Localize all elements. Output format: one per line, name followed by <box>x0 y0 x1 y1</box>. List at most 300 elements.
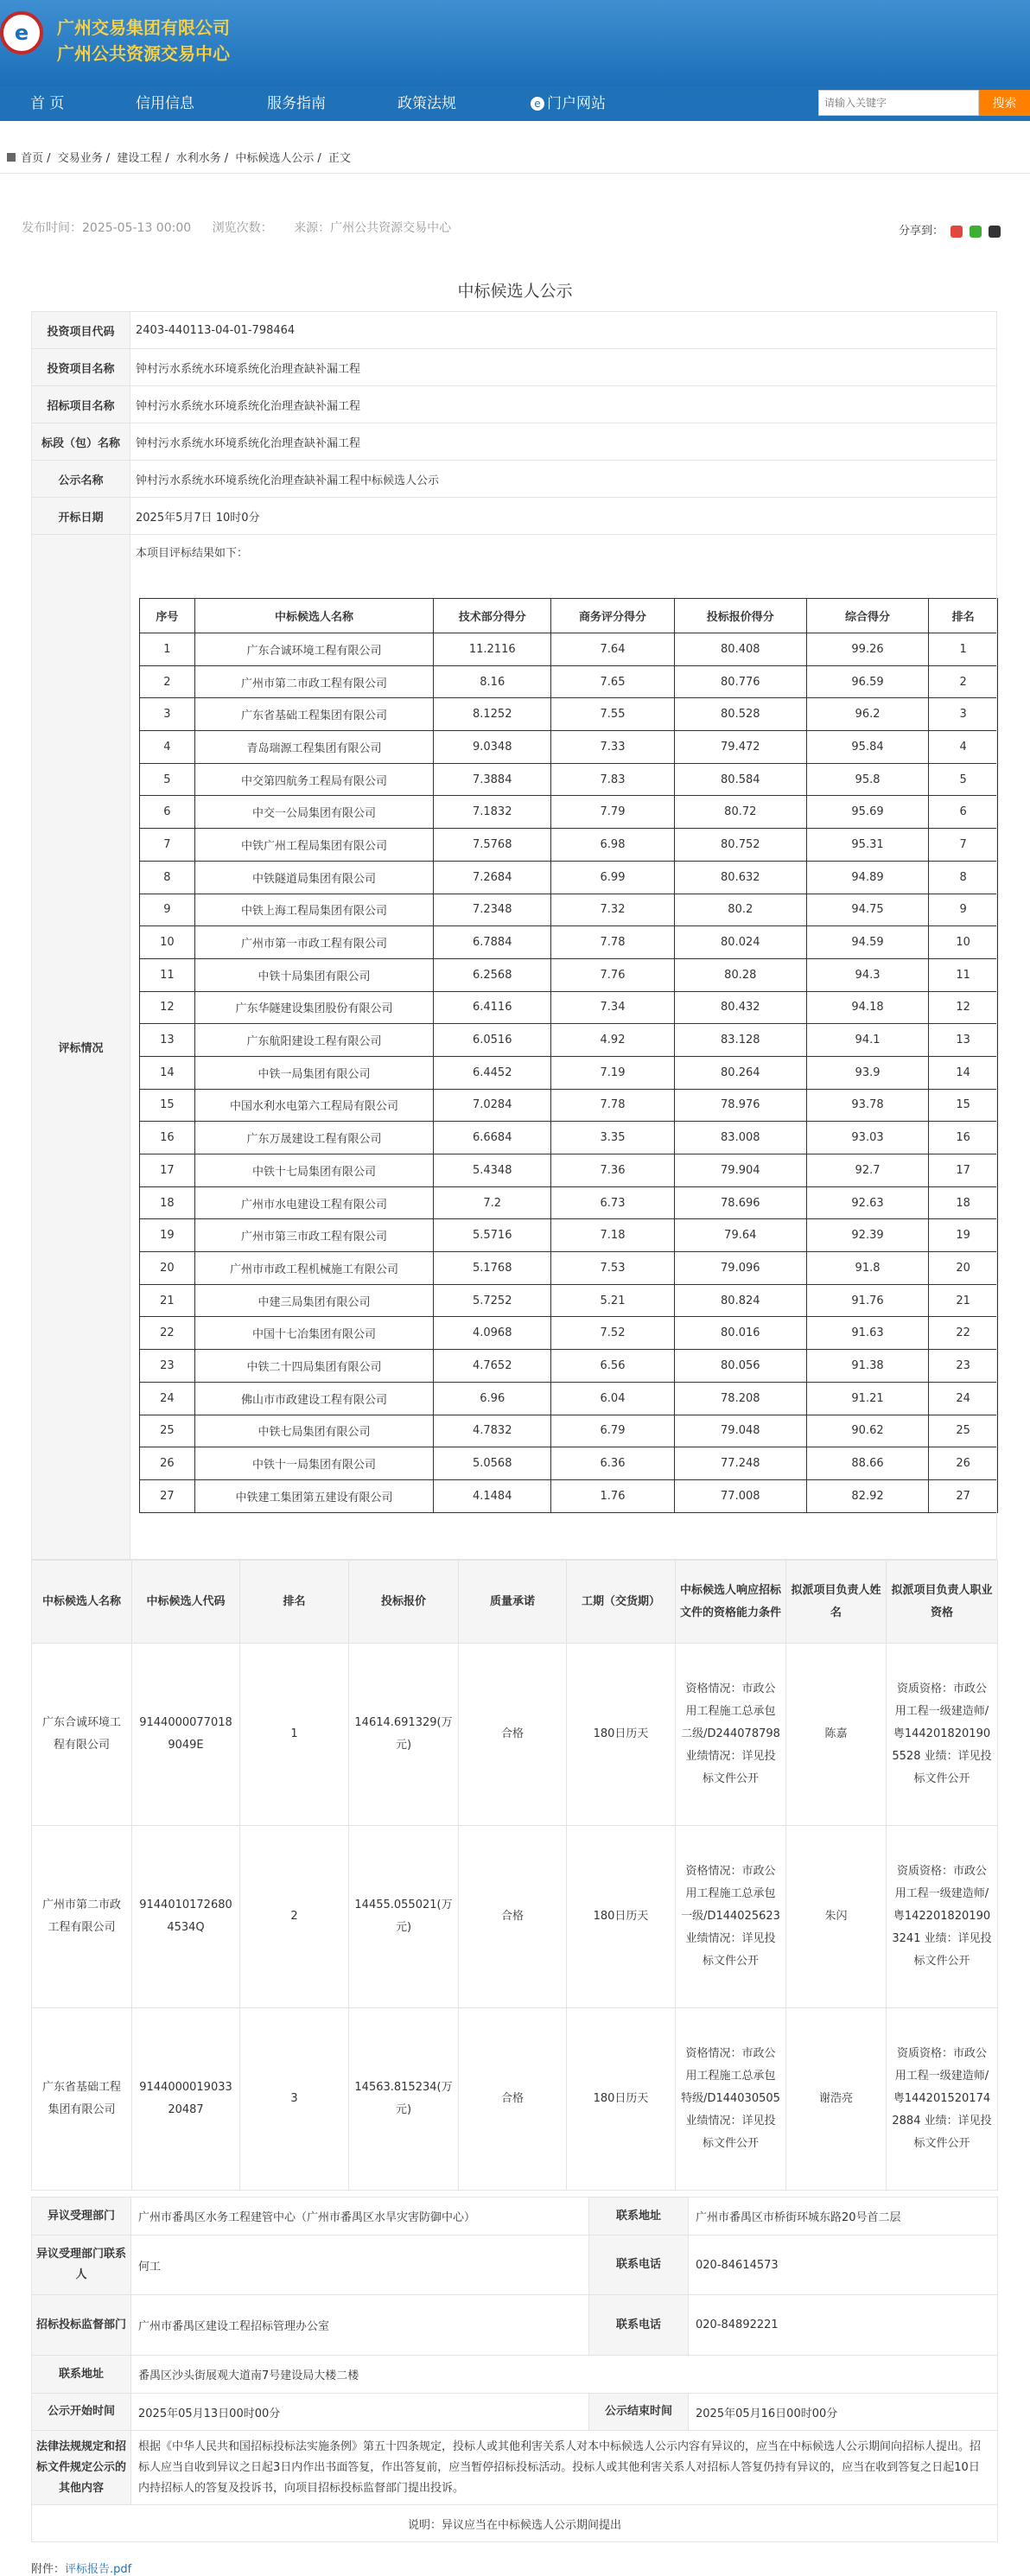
table-row <box>140 861 998 894</box>
law-value: 根据《中华人民共和国招标投标法实施条例》第五十四条规定，投标人或其他利害关系人对本中标候选人公示内容有异议的，应当在中标候选人公示期间向招标人提出。招标人应当自收到异议之日起3日内作出书面答复，作出答复前，应当暂停招标投标活动。投标人或其他利害关系人对招标人答复仍持有异议的，应当在收到答复之日起10日内持招标人的答复及投诉书，向项目招标投标监督部门提出投诉。 <box>131 2431 998 2505</box>
table-cell: 83.128 <box>674 1024 806 1057</box>
table-cell: 93.03 <box>806 1122 928 1154</box>
candidate-col-header: 投标报价 <box>349 1561 459 1644</box>
candidate-cell: 资格情况：市政公用工程施工总承包一级/D144025623 业绩情况：详见投标文件公开 <box>676 1826 786 2008</box>
info-label: 公示名称 <box>32 461 130 498</box>
table-cell: 6.4116 <box>434 991 551 1024</box>
nav-credit[interactable]: 信用信息 <box>136 95 194 112</box>
table-cell: 11 <box>929 958 998 991</box>
table-cell: 青岛瑞源工程集团有限公司 <box>194 731 433 764</box>
table-cell: 7 <box>929 829 998 862</box>
eval-col-header: 综合得分 <box>806 599 928 633</box>
table-cell: 25 <box>140 1415 195 1447</box>
page-title: 中标候选人公示 <box>457 282 573 301</box>
table-cell: 95.84 <box>806 731 928 764</box>
table-cell: 7.78 <box>551 1089 674 1122</box>
table-cell: 广东省基础工程集团有限公司 <box>194 698 433 731</box>
table-cell: 80.016 <box>674 1317 806 1350</box>
table-cell: 7.3884 <box>434 763 551 796</box>
candidate-cell: 14614.691329(万元) <box>349 1644 459 1826</box>
table-cell: 7.2 <box>434 1186 551 1219</box>
table-cell: 广州市第三市政工程有限公司 <box>194 1219 433 1252</box>
table-cell: 23 <box>929 1350 998 1383</box>
info-value: 2403-440113-04-01-798464 <box>130 312 997 349</box>
table-cell: 8.16 <box>434 665 551 698</box>
table-cell: 21 <box>929 1284 998 1317</box>
table-cell: 中国十七冶集团有限公司 <box>194 1317 433 1350</box>
table-cell: 7.19 <box>551 1056 674 1089</box>
table-cell: 6.98 <box>551 829 674 862</box>
attachment <box>31 2560 131 2576</box>
table-cell: 94.59 <box>806 926 928 959</box>
table-row <box>140 1479 998 1512</box>
candidate-cell: 91440000770189049E <box>132 1644 240 1826</box>
table-cell: 7.18 <box>551 1219 674 1252</box>
table-row <box>140 829 998 862</box>
table-cell: 7.36 <box>551 1154 674 1187</box>
table-cell: 7.32 <box>551 894 674 926</box>
nav-home[interactable]: 首 页 <box>30 95 65 112</box>
table-cell: 7.55 <box>551 698 674 731</box>
table-cell: 9.0348 <box>434 731 551 764</box>
breadcrumb-home[interactable]: 首页 <box>21 152 44 165</box>
table-cell: 6.56 <box>551 1350 674 1383</box>
table-cell: 77.248 <box>674 1447 806 1480</box>
candidate-cell: 180日历天 <box>567 2008 676 2191</box>
dept-value: 广州市番禺区水务工程建管中心（广州市番禺区水旱灾害防御中心） <box>131 2198 589 2236</box>
breadcrumb-trade[interactable]: 交易业务 <box>57 152 103 165</box>
table-cell: 6.36 <box>551 1447 674 1480</box>
brand-line-2: 广州公共资源交易中心 <box>57 43 230 64</box>
supervisor-phone-label: 联系电话 <box>589 2295 689 2356</box>
table-cell: 广东航阳建设工程有限公司 <box>194 1024 433 1057</box>
table-cell: 7.0284 <box>434 1089 551 1122</box>
candidate-col-header: 中标候选人代码 <box>132 1561 240 1644</box>
breadcrumb-water[interactable]: 水利水务 <box>175 152 221 165</box>
table-cell: 7.78 <box>551 926 674 959</box>
table-cell: 78.976 <box>674 1089 806 1122</box>
table-cell: 80.2 <box>674 894 806 926</box>
table-row <box>140 958 998 991</box>
table-cell: 23 <box>140 1350 195 1383</box>
table-cell: 12 <box>140 991 195 1024</box>
candidate-col-header: 中标候选人名称 <box>32 1561 132 1644</box>
table-cell: 92.7 <box>806 1154 928 1187</box>
table-cell: 7.34 <box>551 991 674 1024</box>
qq-share-icon[interactable] <box>989 226 1001 238</box>
table-cell: 中铁十局集团有限公司 <box>194 958 433 991</box>
table-cell: 27 <box>140 1479 195 1512</box>
person-label: 异议受理部门联系人 <box>32 2236 131 2295</box>
table-row <box>140 1382 998 1415</box>
table-row <box>140 1089 998 1122</box>
info-label: 招标项目名称 <box>32 386 130 423</box>
table-row <box>140 796 998 829</box>
table-cell: 7.5768 <box>434 829 551 862</box>
table-cell: 11.2116 <box>434 633 551 666</box>
eval-col-header: 序号 <box>140 599 195 633</box>
candidate-cell: 1 <box>240 1644 349 1826</box>
supervisor-phone-value: 020-84892221 <box>689 2295 998 2356</box>
contact-table <box>31 2197 998 2542</box>
candidate-cell: 2 <box>240 1826 349 2008</box>
table-row <box>140 1056 998 1089</box>
share-bar <box>899 221 1001 238</box>
start-label: 公示开始时间 <box>32 2394 131 2431</box>
table-cell: 中国水利水电第六工程局有限公司 <box>194 1089 433 1122</box>
table-cell: 14 <box>140 1056 195 1089</box>
table-cell: 80.264 <box>674 1056 806 1089</box>
view-count: 浏览次数： <box>212 221 273 235</box>
portal-e-icon: e <box>531 97 544 111</box>
table-cell: 96.2 <box>806 698 928 731</box>
nav-policy[interactable]: 政策法规 <box>397 95 456 112</box>
divider <box>0 173 1030 174</box>
table-cell: 中铁一局集团有限公司 <box>194 1056 433 1089</box>
table-cell: 18 <box>140 1186 195 1219</box>
table-cell: 91.8 <box>806 1252 928 1285</box>
breadcrumb-sep: / <box>47 152 51 165</box>
nav-portal[interactable] <box>531 86 606 121</box>
candidate-cell: 谢浩亮 <box>786 2008 887 2191</box>
table-cell: 79.096 <box>674 1252 806 1285</box>
table-cell: 中铁建工集团第五建设有限公司 <box>194 1479 433 1512</box>
info-value: 钟村污水系统水环境系统化治理查缺补漏工程中标候选人公示 <box>130 461 997 498</box>
supervisor-addr-value: 番禺区沙头街展观大道南7号建设局大楼二楼 <box>131 2356 998 2394</box>
table-cell: 7.2348 <box>434 894 551 926</box>
eval-table <box>139 598 998 1513</box>
table-cell: 79.048 <box>674 1415 806 1447</box>
table-cell: 1 <box>140 633 195 666</box>
table-cell: 20 <box>140 1252 195 1285</box>
table-cell: 12 <box>929 991 998 1024</box>
table-cell: 5.0568 <box>434 1447 551 1480</box>
table-cell: 7.1832 <box>434 796 551 829</box>
table-cell: 10 <box>140 926 195 959</box>
attachment-link[interactable]: 评标报告.pdf <box>65 2563 132 2576</box>
candidate-row <box>32 2008 998 2191</box>
table-cell: 92.39 <box>806 1219 928 1252</box>
table-cell: 13 <box>929 1024 998 1057</box>
table-cell: 20 <box>929 1252 998 1285</box>
table-cell: 93.9 <box>806 1056 928 1089</box>
eval-col-header: 技术部分得分 <box>434 599 551 633</box>
phone-value: 020-84614573 <box>689 2236 998 2295</box>
info-table <box>31 311 997 1560</box>
candidate-cell: 3 <box>240 2008 349 2191</box>
site-header <box>0 0 1030 86</box>
table-cell: 中铁二十四局集团有限公司 <box>194 1350 433 1383</box>
table-cell: 21 <box>140 1284 195 1317</box>
table-cell: 2 <box>929 665 998 698</box>
table-cell: 16 <box>929 1122 998 1154</box>
table-cell: 17 <box>140 1154 195 1187</box>
table-row <box>140 1186 998 1219</box>
table-cell: 广州市水电建设工程有限公司 <box>194 1186 433 1219</box>
table-cell: 14 <box>929 1056 998 1089</box>
table-cell: 80.632 <box>674 861 806 894</box>
nav-portal-label: 门户网站 <box>547 95 606 112</box>
table-cell: 2 <box>140 665 195 698</box>
table-cell: 中铁七局集团有限公司 <box>194 1415 433 1447</box>
table-row <box>140 763 998 796</box>
table-cell: 80.776 <box>674 665 806 698</box>
table-cell: 1 <box>929 633 998 666</box>
table-cell: 4.92 <box>551 1024 674 1057</box>
table-cell: 7 <box>140 829 195 862</box>
table-cell: 94.3 <box>806 958 928 991</box>
candidate-cell: 180日历天 <box>567 1644 676 1826</box>
source: 来源：广州公共资源交易中心 <box>294 221 452 235</box>
table-cell: 77.008 <box>674 1479 806 1512</box>
table-cell: 8 <box>929 861 998 894</box>
law-label: 法律法规规定和招标文件规定公示的其他内容 <box>32 2431 131 2505</box>
table-cell: 4.1484 <box>434 1479 551 1512</box>
candidate-cell: 14455.055021(万元) <box>349 1826 459 2008</box>
table-cell: 4.7652 <box>434 1350 551 1383</box>
table-cell: 80.056 <box>674 1350 806 1383</box>
table-cell: 99.26 <box>806 633 928 666</box>
table-cell: 3 <box>140 698 195 731</box>
table-cell: 7.65 <box>551 665 674 698</box>
table-cell: 91.76 <box>806 1284 928 1317</box>
table-cell: 78.208 <box>674 1382 806 1415</box>
table-cell: 9 <box>929 894 998 926</box>
table-row <box>140 698 998 731</box>
share-label: 分享到： <box>899 225 944 238</box>
attachment-label: 附件： <box>31 2563 66 2576</box>
table-cell: 80.408 <box>674 633 806 666</box>
candidate-cell: 91440000190332048​7 <box>132 2008 240 2191</box>
wechat-share-icon[interactable] <box>970 226 982 238</box>
table-cell: 佛山市市政建设工程有限公司 <box>194 1382 433 1415</box>
table-cell: 15 <box>140 1089 195 1122</box>
table-cell: 6 <box>140 796 195 829</box>
table-cell: 26 <box>140 1447 195 1480</box>
table-cell: 24 <box>140 1382 195 1415</box>
table-cell: 中铁十一局集团有限公司 <box>194 1447 433 1480</box>
candidate-cell: 广州市第二市政工程有限公司 <box>32 1826 132 2008</box>
table-cell: 中铁十七局集团有限公司 <box>194 1154 433 1187</box>
info-label: 投资项目名称 <box>32 349 130 386</box>
table-cell: 7.52 <box>551 1317 674 1350</box>
table-cell: 6.73 <box>551 1186 674 1219</box>
table-cell: 83.008 <box>674 1122 806 1154</box>
table-cell: 13 <box>140 1024 195 1057</box>
info-value: 钟村污水系统水环境系统化治理查缺补漏工程 <box>130 386 997 423</box>
table-row <box>140 1284 998 1317</box>
table-cell: 91.38 <box>806 1350 928 1383</box>
table-cell: 11 <box>140 958 195 991</box>
table-cell: 16 <box>140 1122 195 1154</box>
table-cell: 7.83 <box>551 763 674 796</box>
table-cell: 25 <box>929 1415 998 1447</box>
search-input[interactable] <box>818 90 979 116</box>
breadcrumb-candidate[interactable]: 中标候选人公示 <box>235 152 315 165</box>
start-value: 2025年05月13日00时00分 <box>131 2394 589 2431</box>
table-cell: 5 <box>140 763 195 796</box>
candidate-cell: 合格 <box>459 2008 567 2191</box>
table-row <box>140 1350 998 1383</box>
info-label: 标段（包）名称 <box>32 423 130 461</box>
candidate-col-header: 排名 <box>240 1561 349 1644</box>
table-cell: 80.824 <box>674 1284 806 1317</box>
table-cell: 9 <box>140 894 195 926</box>
table-cell: 80.28 <box>674 958 806 991</box>
candidate-cell: 陈嘉 <box>786 1644 887 1826</box>
table-cell: 广东华隧建设集团股份有限公司 <box>194 991 433 1024</box>
table-cell: 95.69 <box>806 796 928 829</box>
breadcrumb-current: 正文 <box>327 152 351 165</box>
table-cell: 广东万晟建设工程有限公司 <box>194 1122 433 1154</box>
table-cell: 中建三局集团有限公司 <box>194 1284 433 1317</box>
table-cell: 79.904 <box>674 1154 806 1187</box>
table-cell: 6.79 <box>551 1415 674 1447</box>
eval-header-row <box>140 599 998 633</box>
table-cell: 6.0516 <box>434 1024 551 1057</box>
table-cell: 1.76 <box>551 1479 674 1512</box>
breadcrumb-construction[interactable]: 建设工程 <box>117 152 162 165</box>
table-row <box>140 665 998 698</box>
candidate-col-header: 质量承诺 <box>459 1561 567 1644</box>
candidate-col-header: 中标候选人响应招标文件的资格能力条件 <box>676 1561 786 1644</box>
candidate-col-header: 拟派项目负责人职业资格 <box>887 1561 998 1644</box>
candidate-cell: 资质资格：市政公用工程一级建造师/粤1422018201903241 业绩：详见投标文件公开 <box>887 1826 998 2008</box>
table-cell: 广州市第一市政工程有限公司 <box>194 926 433 959</box>
table-row <box>140 1252 998 1285</box>
table-cell: 中铁上海工程局集团有限公司 <box>194 894 433 926</box>
table-cell: 8 <box>140 861 195 894</box>
eval-label: 评标情况 <box>32 535 130 1560</box>
table-cell: 5.4348 <box>434 1154 551 1187</box>
table-cell: 4 <box>929 731 998 764</box>
brand-line-1: 广州交易集团有限公司 <box>57 17 230 38</box>
table-cell: 94.1 <box>806 1024 928 1057</box>
table-cell: 78.696 <box>674 1186 806 1219</box>
table-cell: 3.35 <box>551 1122 674 1154</box>
table-cell: 8.1252 <box>434 698 551 731</box>
candidate-cell: 资格情况：市政公用工程施工总承包特级/D144030505 业绩情况：详见投标文件公开 <box>676 2008 786 2191</box>
addr-value: 广州市番禺区市桥街环城东路20号首二层 <box>689 2198 998 2236</box>
nav-service-guide[interactable]: 服务指南 <box>267 95 326 112</box>
supervisor-label: 招标投标监督部门 <box>32 2295 131 2356</box>
table-cell: 6.99 <box>551 861 674 894</box>
table-cell: 4.0968 <box>434 1317 551 1350</box>
table-cell: 6.7884 <box>434 926 551 959</box>
table-row <box>140 731 998 764</box>
table-cell: 6.6684 <box>434 1122 551 1154</box>
table-cell: 广州市第二市政工程有限公司 <box>194 665 433 698</box>
table-cell: 7.2684 <box>434 861 551 894</box>
table-cell: 中交一公局集团有限公司 <box>194 796 433 829</box>
person-value: 何工 <box>131 2236 589 2295</box>
table-cell: 广州市市政工程机械施工有限公司 <box>194 1252 433 1285</box>
table-cell: 5.1768 <box>434 1252 551 1285</box>
table-cell: 6.4452 <box>434 1056 551 1089</box>
candidate-cell: 合格 <box>459 1826 567 2008</box>
breadcrumb-sep: / <box>105 152 111 165</box>
article-meta <box>22 219 468 236</box>
eval-col-header: 中标候选人名称 <box>194 599 433 633</box>
candidate-row <box>32 1826 998 2008</box>
home-icon <box>7 153 16 162</box>
table-cell: 82.92 <box>806 1479 928 1512</box>
supervisor-addr-label: 联系地址 <box>32 2356 131 2394</box>
supervisor-value: 广州市番禺区建设工程招标管理办公室 <box>131 2295 589 2356</box>
candidate-cell: 14563.815234(万元) <box>349 2008 459 2191</box>
dept-label: 异议受理部门 <box>32 2198 131 2236</box>
table-cell: 5 <box>929 763 998 796</box>
table-cell: 6.04 <box>551 1382 674 1415</box>
table-cell: 4 <box>140 731 195 764</box>
table-row <box>140 1317 998 1350</box>
publish-time: 发布时间：2025-05-13 00:00 <box>22 221 192 235</box>
table-cell: 80.752 <box>674 829 806 862</box>
table-cell: 79.472 <box>674 731 806 764</box>
table-cell: 22 <box>929 1317 998 1350</box>
candidate-cell: 广东合诚环境工程有限公司 <box>32 1644 132 1826</box>
addr-label: 联系地址 <box>589 2198 689 2236</box>
table-row <box>140 991 998 1024</box>
table-cell: 10 <box>929 926 998 959</box>
search-button[interactable]: 搜索 <box>979 90 1030 116</box>
table-cell: 5.5716 <box>434 1219 551 1252</box>
table-cell: 94.89 <box>806 861 928 894</box>
info-value: 钟村污水系统水环境系统化治理查缺补漏工程 <box>130 423 997 461</box>
table-row <box>140 1415 998 1447</box>
table-cell: 93.78 <box>806 1089 928 1122</box>
eval-col-header: 排名 <box>929 599 998 633</box>
table-cell: 22 <box>140 1317 195 1350</box>
candidate-cell: 资质资格：市政公用工程一级建造师/粤1442015201742884 业绩：详见投标文件公开 <box>887 2008 998 2191</box>
note: 说明：异议应当在中标候选人公示期间提出 <box>32 2505 998 2542</box>
table-cell: 90.62 <box>806 1415 928 1447</box>
table-cell: 中交第四航务工程局有限公司 <box>194 763 433 796</box>
table-cell: 80.72 <box>674 796 806 829</box>
candidate-cell: 广东省基础工程集团有限公司 <box>32 2008 132 2191</box>
table-row <box>140 926 998 959</box>
table-row <box>140 1154 998 1187</box>
weibo-share-icon[interactable] <box>951 226 963 238</box>
table-cell: 95.31 <box>806 829 928 862</box>
info-label: 开标日期 <box>32 498 130 535</box>
candidate-col-header: 拟派项目负责人姓名 <box>786 1561 887 1644</box>
table-cell: 18 <box>929 1186 998 1219</box>
end-value: 2025年05月16日00时00分 <box>689 2394 998 2431</box>
phone-label: 联系电话 <box>589 2236 689 2295</box>
table-cell: 26 <box>929 1447 998 1480</box>
breadcrumb-sep: / <box>224 152 229 165</box>
table-cell: 94.18 <box>806 991 928 1024</box>
candidate-cell: 朱闪 <box>786 1826 887 2008</box>
table-cell: 7.76 <box>551 958 674 991</box>
table-cell: 80.024 <box>674 926 806 959</box>
table-cell: 5.7252 <box>434 1284 551 1317</box>
logo-icon[interactable]: e <box>0 11 43 54</box>
table-cell: 19 <box>929 1219 998 1252</box>
table-row <box>140 894 998 926</box>
table-cell: 17 <box>929 1154 998 1187</box>
table-row <box>140 633 998 666</box>
table-cell: 92.63 <box>806 1186 928 1219</box>
candidate-cell: 180日历天 <box>567 1826 676 2008</box>
table-cell: 95.8 <box>806 763 928 796</box>
table-cell: 3 <box>929 698 998 731</box>
info-value: 2025年5月7日 10时0分 <box>130 498 997 535</box>
table-cell: 79.64 <box>674 1219 806 1252</box>
table-cell: 广东合诚环境工程有限公司 <box>194 633 433 666</box>
table-cell: 80.584 <box>674 763 806 796</box>
